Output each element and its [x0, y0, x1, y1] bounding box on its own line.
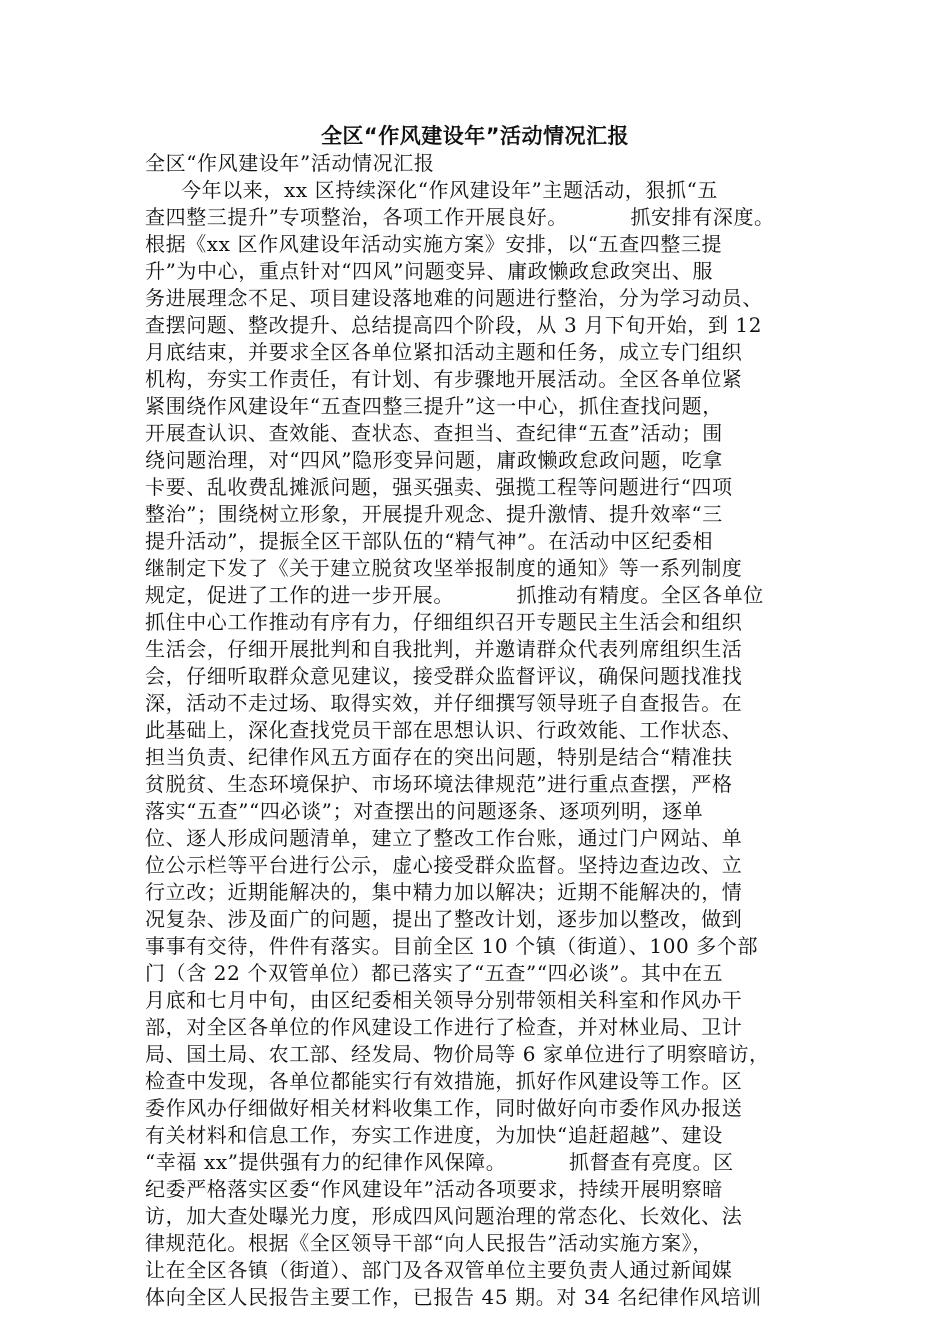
body-text-line: 月底结束，并要求全区各单位紧扣活动主题和任务，成立专门组织 [145, 340, 743, 364]
body-text-line: 抓住中心工作推动有序有力，仔细组织召开专题民主生活会和组织 [145, 610, 743, 634]
body-text-line: 访，加大查处曝光力度，形成四风问题治理的常态化、长效化、法 [145, 1204, 743, 1228]
body-text-line: 升”为中心，重点针对“四风”问题变异、庸政懒政怠政突出、服 [145, 259, 714, 283]
body-text-line: 查四整三提升”专项整治，各项工作开展良好。 抓安排有深度。 [145, 205, 775, 229]
body-text-line: 机构，夯实工作责任，有计划、有步骤地开展活动。全区各单位紧 [145, 367, 743, 391]
body-text-line: 让在全区各镇（街道）、部门及各双管单位主要负责人通过新闻媒 [145, 1258, 733, 1282]
body-text-line: 根据《xx 区作风建设年活动实施方案》安排，以“五查四整三提 [145, 232, 723, 256]
body-text-line: 部，对全区各单位的作风建设工作进行了检查，并对林业局、卫计 [145, 1015, 743, 1039]
body-text-line: 贫脱贫、生态环境保护、市场环境法律规范”进行重点查摆，严格 [145, 772, 733, 796]
body-text-line: 体向全区人民报告主要工作，已报告 45 期。对 34 名纪律作风培训 [145, 1285, 762, 1309]
body-text-line: 落实“五查”“四必谈”；对查摆出的问题逐条、逐项列明，逐单 [145, 799, 704, 823]
body-text-line: 绕问题治理，对“四风”隐形变异问题，庸政懒政怠政问题，吃拿 [145, 448, 723, 472]
body-text-line: 生活会，仔细开展批判和自我批判，并邀请群众代表列席组织生活 [145, 637, 743, 661]
body-text-line: 卡要、乱收费乱摊派问题，强买强卖、强揽工程等问题进行“四项 [145, 475, 733, 499]
body-text-line: 规定，促进了工作的进一步开展。 抓推动有精度。全区各单位 [145, 583, 764, 607]
document-title: 全区“作风建设年”活动情况汇报 [320, 124, 630, 148]
body-text-line: “幸福 xx”提供强有力的纪律作风保障。 抓督查有亮度。区 [145, 1150, 734, 1174]
body-text-line: 门（含 22 个双管单位）都已落实了“五查”“四必谈”。其中在五 [145, 961, 724, 985]
body-text-line: 紧围绕作风建设年“五查四整三提升”这一中心，抓住查找问题， [145, 394, 723, 418]
body-text-line: 担当负责、纪律作风五方面存在的突出问题，特别是结合“精准扶 [145, 745, 733, 769]
body-text-line: 有关材料和信息工作，夯实工作进度，为加快“追赶超越”、建设 [145, 1123, 723, 1147]
subtitle-line: 全区“作风建设年”活动情况汇报 [145, 151, 435, 175]
body-text-line: 委作风办仔细做好相关材料收集工作，同时做好向市委作风办报送 [145, 1096, 743, 1120]
document-body [145, 150, 825, 1311]
body-text-line: 务进展理念不足、项目建设落地难的问题进行整治，分为学习动员、 [145, 286, 763, 310]
body-text-line: 深，活动不走过场、取得实效，并仔细撰写领导班子自查报告。在 [145, 691, 743, 715]
body-text-line: 检查中发现，各单位都能实行有效措施，抓好作风建设等工作。区 [145, 1069, 743, 1093]
body-text-line: 今年以来，xx 区持续深化“作风建设年”主题活动，狠抓“五 [181, 178, 718, 202]
body-text-line: 事事有交待，件件有落实。目前全区 10 个镇（街道）、100 多个部 [145, 934, 759, 958]
body-text-line: 律规范化。根据《全区领导干部“向人民报告”活动实施方案》， [145, 1231, 713, 1255]
body-text-line: 会，仔细听取群众意见建议，接受群众监督评议，确保问题找准找 [145, 664, 743, 688]
body-text-line: 开展查认识、查效能、查状态、查担当、查纪律“五查”活动；围 [145, 421, 723, 445]
body-text-line: 局、国土局、农工部、经发局、物价局等 6 家单位进行了明察暗访， [145, 1042, 770, 1066]
body-text-line: 此基础上，深化查找党员干部在思想认识、行政效能、工作状态、 [145, 718, 743, 742]
body-text-line: 查摆问题、整改提升、总结提高四个阶段，从 3 月下旬开始，到 12 [145, 313, 763, 337]
body-text-line: 位、逐人形成问题清单，建立了整改工作台账，通过门户网站、单 [145, 826, 743, 850]
body-text-line: 提升活动”，提振全区干部队伍的“精气神”。在活动中区纪委相 [145, 529, 714, 553]
body-text-line: 月底和七月中旬，由区纪委相关领导分别带领相关科室和作风办干 [145, 988, 743, 1012]
body-text-line: 纪委严格落实区委“作风建设年”活动各项要求，持续开展明察暗 [145, 1177, 723, 1201]
body-text-line: 况复杂、涉及面广的问题，提出了整改计划，逐步加以整改，做到 [145, 907, 743, 931]
body-text-line: 继制定下发了《关于建立脱贫攻坚举报制度的通知》等一系列制度 [145, 556, 743, 580]
body-text-line: 位公示栏等平台进行公示，虚心接受群众监督。坚持边查边改、立 [145, 853, 743, 877]
body-text-line: 行立改；近期能解决的，集中精力加以解决；近期不能解决的，情 [145, 880, 743, 904]
body-text-line: 整治”；围绕树立形象，开展提升观念、提升激情、提升效率“三 [145, 502, 723, 526]
